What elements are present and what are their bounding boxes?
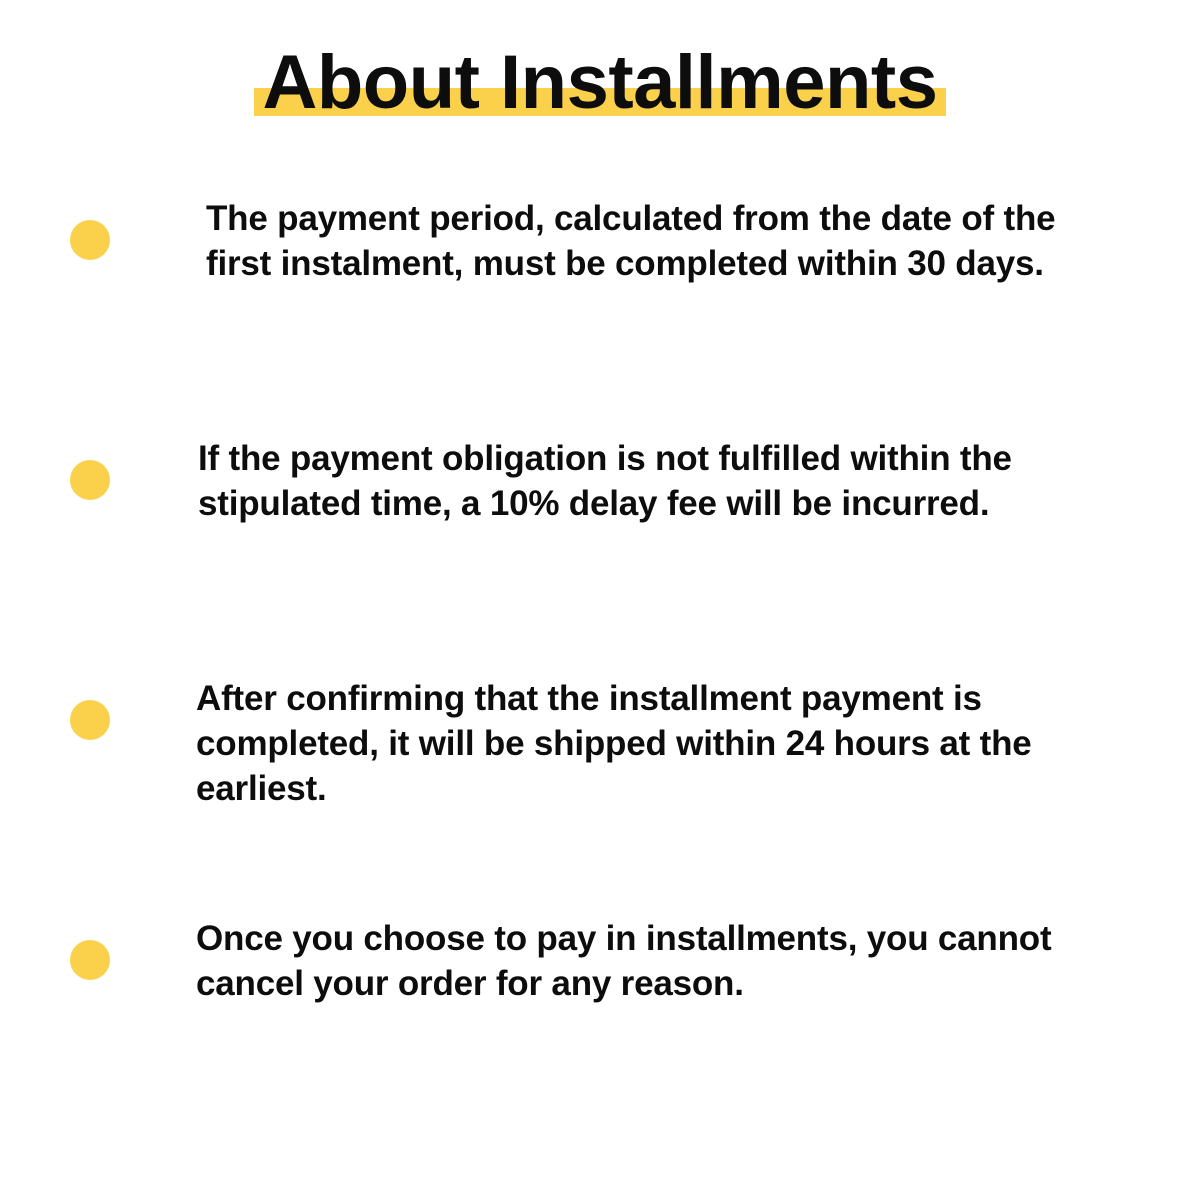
circle-bullet-icon	[70, 220, 110, 260]
page-title-block	[0, 38, 1200, 128]
circle-bullet-icon	[70, 460, 110, 500]
list-item-text: The payment period, calculated from the date of the first instalment, must be completed within 30 days.	[206, 199, 1056, 283]
page-title: About Installments	[262, 40, 938, 125]
bullet-list	[0, 196, 1200, 1156]
circle-bullet-icon	[70, 940, 110, 980]
list-item	[0, 676, 1200, 916]
list-item-text: After confirming that the installment payment is completed, it will be shipped within 24 hours at the earliest.	[196, 679, 1032, 808]
circle-bullet-icon	[70, 700, 110, 740]
list-item-text: If the payment obligation is not fulfilled within the stipulated time, a 10% delay fee will be incurred.	[198, 439, 1012, 523]
list-item	[0, 196, 1200, 436]
list-item	[0, 916, 1200, 1156]
list-item	[0, 436, 1200, 676]
page-title-wrap	[254, 38, 945, 128]
list-item-text: Once you choose to pay in installments, you cannot cancel your order for any reason.	[196, 919, 1052, 1003]
